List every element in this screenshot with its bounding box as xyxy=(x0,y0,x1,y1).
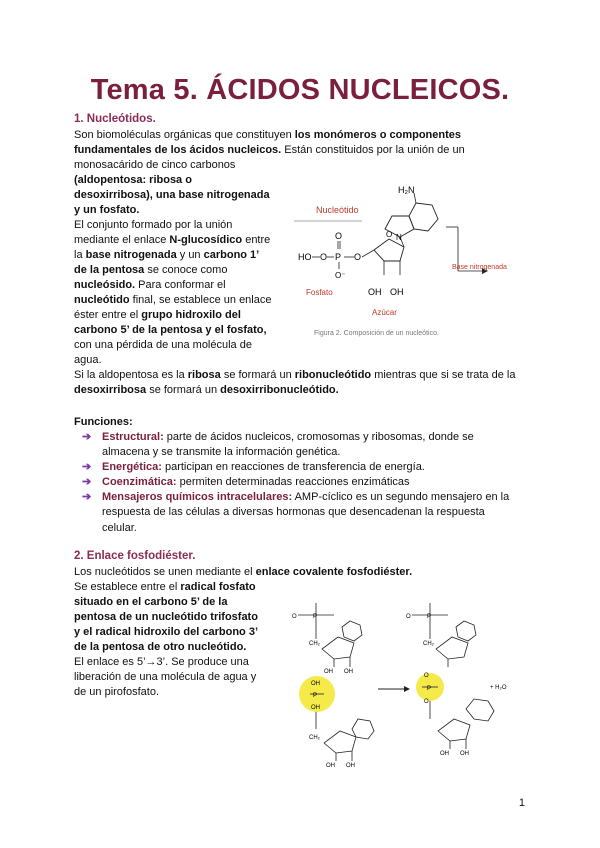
oh-label: OH xyxy=(440,751,449,757)
paragraph-line: Son biomoléculas orgánicas que constituyen los monómeros o componentes xyxy=(74,129,461,141)
paragraph-line: y el radical hidroxilo del carbono 3’ xyxy=(74,626,258,638)
o-label: O xyxy=(424,699,429,705)
funciones-heading: Funciones: xyxy=(74,416,133,428)
o-double-label: O xyxy=(335,231,343,241)
paragraph-line: Se establece entre el radical fosfato xyxy=(74,581,256,593)
paragraph-line: éster entre el grupo hidroxilo del xyxy=(74,309,241,321)
figure-label-base: Base nitrogenada xyxy=(452,264,507,271)
o-label: O xyxy=(424,673,429,679)
paragraph-line: El conjunto formado por la unión xyxy=(74,219,233,231)
ch2-label: CH₂ xyxy=(309,735,320,741)
paragraph-line: El enlace es 5’→3’. Se produce una xyxy=(74,656,249,668)
paragraph-line: pentosa de un nucleótido trifosfato xyxy=(74,611,258,623)
figure-caption: Figura 2. Composición de un nucleótico. xyxy=(314,330,439,337)
paragraph-line: y un fosfato. xyxy=(74,204,140,216)
paragraph-line: de un pirofosfato. xyxy=(74,686,160,698)
paragraph-line: de la pentosa se conoce como xyxy=(74,264,228,276)
oh-label: OH xyxy=(311,705,320,711)
oh-label-2: OH xyxy=(390,287,404,297)
paragraph-line: carbono 5’ de la pentosa y el fosfato, xyxy=(74,324,267,336)
n-label: N xyxy=(396,233,402,242)
ho-label: HO xyxy=(298,252,312,262)
paragraph-line: Los nucleótidos se unen mediante el enlace covalente fosfodiéster. xyxy=(74,566,413,578)
paragraph-line: Si la aldopentosa es la ribosa se formará un ribonucleótido mientras que si se trata de la xyxy=(74,369,516,381)
paragraph-line: mediante el enlace N-glucosídico entre xyxy=(74,234,271,246)
arrow-right-icon: ➔ xyxy=(82,461,92,473)
o-label: O xyxy=(320,252,328,262)
oh-label: OH xyxy=(326,763,335,769)
figure-label-nucleotido: Nucleótido xyxy=(316,205,359,215)
paragraph-line: monosacárido de cinco carbonos xyxy=(74,159,236,171)
arrow-right-icon: ➔ xyxy=(82,491,92,503)
nh2-label: H₂N xyxy=(398,185,415,195)
o-bridge-label: O xyxy=(354,252,362,262)
p-label: P xyxy=(313,693,318,699)
o-minus-label: O⁻ xyxy=(335,271,346,280)
o-label: O xyxy=(292,614,297,620)
oh-label: OH xyxy=(460,751,469,757)
nucleotide-figure xyxy=(292,183,532,343)
oh-label: OH xyxy=(344,669,353,675)
h2o-label: + H₂O xyxy=(490,685,507,691)
figure-label-azucar: Azúcar xyxy=(372,308,397,317)
paragraph-line: fundamentales de los ácidos nucleicos. Están constituidos por la unión de un xyxy=(74,144,465,156)
o-label: O xyxy=(406,614,411,620)
arrow-right-icon: ➔ xyxy=(82,431,92,443)
paragraph-line: la base nitrogenada y un carbono 1’ xyxy=(74,249,260,261)
section-heading-nucleotidos: 1. Nucleótidos. xyxy=(74,113,156,125)
paragraph-line: desoxirribosa), una base nitrogenada xyxy=(74,189,270,201)
oh-label: OH xyxy=(324,669,333,675)
ring-o-label: O xyxy=(386,230,393,239)
oh-label: OH xyxy=(346,763,355,769)
p-label: P xyxy=(313,614,318,620)
p-label: P xyxy=(335,252,342,262)
base-ring-6 xyxy=(409,203,438,231)
paragraph-line: de la pentosa de otro nucleótido. xyxy=(74,641,247,653)
paragraph-line: nucleósido. Para conformar el xyxy=(74,279,226,291)
ch2-label: CH₂ xyxy=(309,641,320,647)
paragraph-line: nucleótido final, se establece un enlace xyxy=(74,294,272,306)
p-label: P xyxy=(427,614,432,620)
oh-label-1: OH xyxy=(368,287,382,297)
p-label: P xyxy=(427,686,432,692)
ch2-label: CH₂ xyxy=(423,641,434,647)
paragraph-line: (aldopentosa: ribosa o xyxy=(74,174,192,186)
paragraph-line: con una pérdida de una molécula de xyxy=(74,339,252,351)
page-number: 1 xyxy=(518,797,525,809)
phosphodiester-figure xyxy=(284,597,524,782)
paragraph-line: liberación de una molécula de agua y xyxy=(74,671,257,683)
figure-label-fosfato: Fosfato xyxy=(306,288,333,297)
paragraph-line: desoxirribosa se formará un desoxirribonucleótido. xyxy=(74,384,339,396)
oh-label: OH xyxy=(311,681,320,687)
arrow-right-icon: ➔ xyxy=(82,476,92,488)
paragraph-line: situado en el carbono 5’ de la xyxy=(74,596,228,608)
page-title: Tema 5. ÁCIDOS NUCLEICOS. xyxy=(90,74,510,106)
sugar-ring xyxy=(374,239,404,261)
paragraph-line: agua. xyxy=(74,354,102,366)
section-heading-enlace: 2. Enlace fosfodiéster. xyxy=(74,550,196,562)
